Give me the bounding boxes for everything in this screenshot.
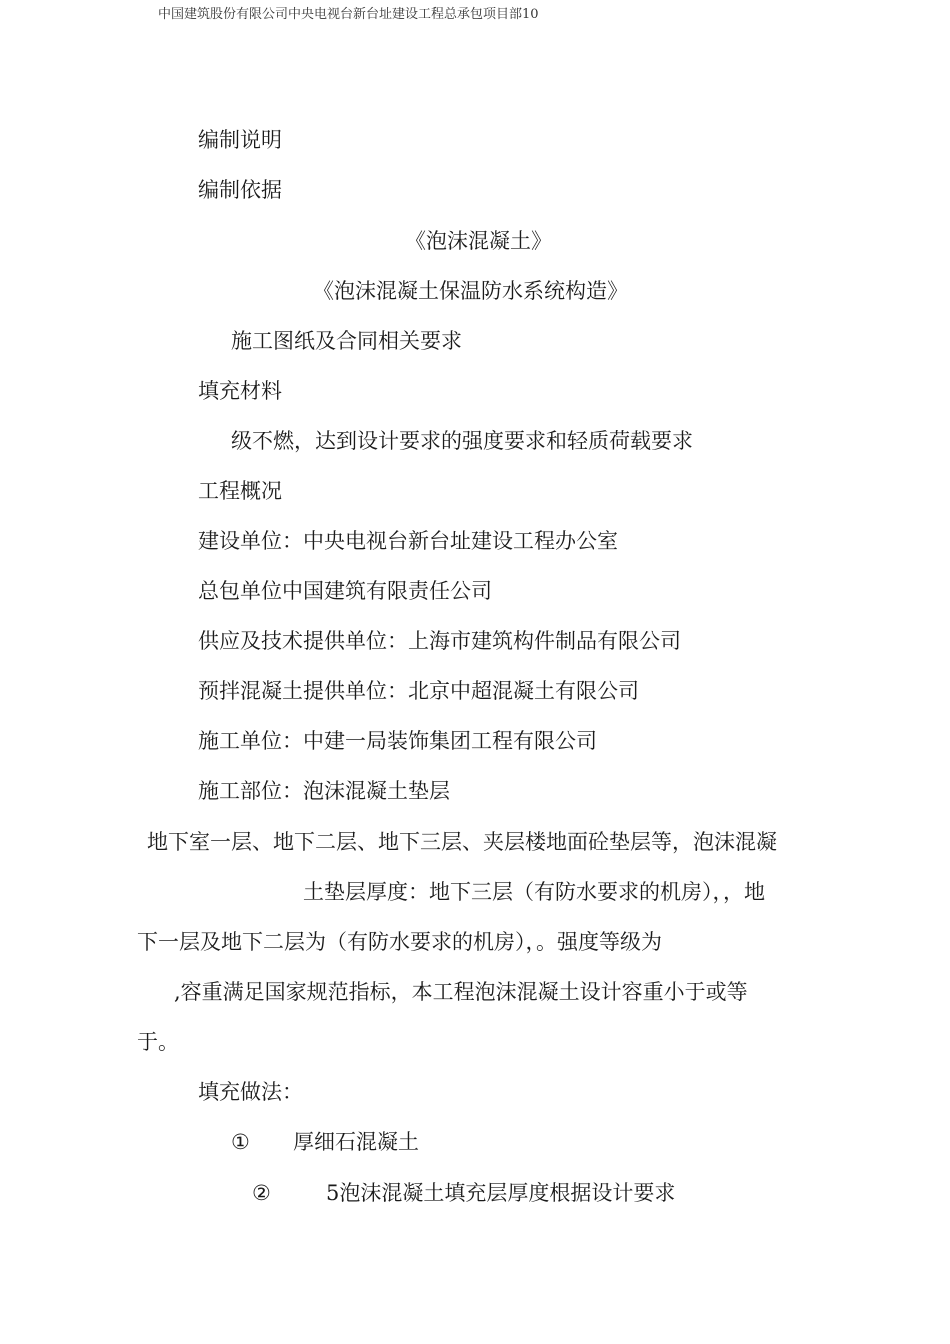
owner-unit-line: 建设单位：中央电视台新台址建设工程办公室 [198,529,618,553]
reference-drawings-contract: 施工图纸及合同相关要求 [231,329,462,353]
section-heading-project-overview: 工程概况 [198,479,282,503]
construction-location-line: 施工部位：泡沫混凝土垫层 [198,779,450,803]
list-item-text: 厚细石混凝土 [293,1130,419,1154]
section-heading-compilation-notes: 编制说明 [198,128,282,152]
supplier-unit-line: 供应及技术提供单位：上海市建筑构件制品有限公司 [198,629,681,653]
list-item-number: ① [231,1130,250,1154]
section-heading-filling-material: 填充材料 [198,379,282,403]
list-item-text: 5泡沫混凝土填充层厚度根据设计要求 [326,1181,676,1205]
material-requirement-text: 级不燃，达到设计要求的强度要求和轻质荷载要求 [231,429,693,453]
general-contractor-line: 总包单位中国建筑有限责任公司 [198,579,492,603]
paragraph-line: 下一层及地下二层为（有防水要求的机房），。强度等级为 [137,930,662,954]
paragraph-line: 于。 [137,1030,179,1054]
paragraph-line: ,容重满足国家规范指标，本工程泡沫混凝土设计容重小于或等 [174,980,748,1004]
list-item-number: ② [252,1181,271,1205]
paragraph-line: 土垫层厚度：地下三层（有防水要求的机房），，地 [303,880,765,904]
section-heading-compilation-basis: 编制依据 [198,178,282,202]
reference-foam-concrete: 《泡沫混凝土》 [405,229,552,253]
construction-unit-line: 施工单位：中建一局装饰集团工程有限公司 [198,729,597,753]
reference-insulation-system: 《泡沫混凝土保温防水系统构造》 [313,279,628,303]
page-header: 中国建筑股份有限公司中央电视台新台址建设工程总承包项目部10 [158,7,539,22]
paragraph-line: 地下室一层、地下二层、地下三层、夹层楼地面砼垫层等，泡沫混凝 [147,830,777,854]
section-heading-filling-method: 填充做法： [198,1080,303,1104]
ready-mix-supplier-line: 预拌混凝土提供单位：北京中超混凝土有限公司 [198,679,639,703]
